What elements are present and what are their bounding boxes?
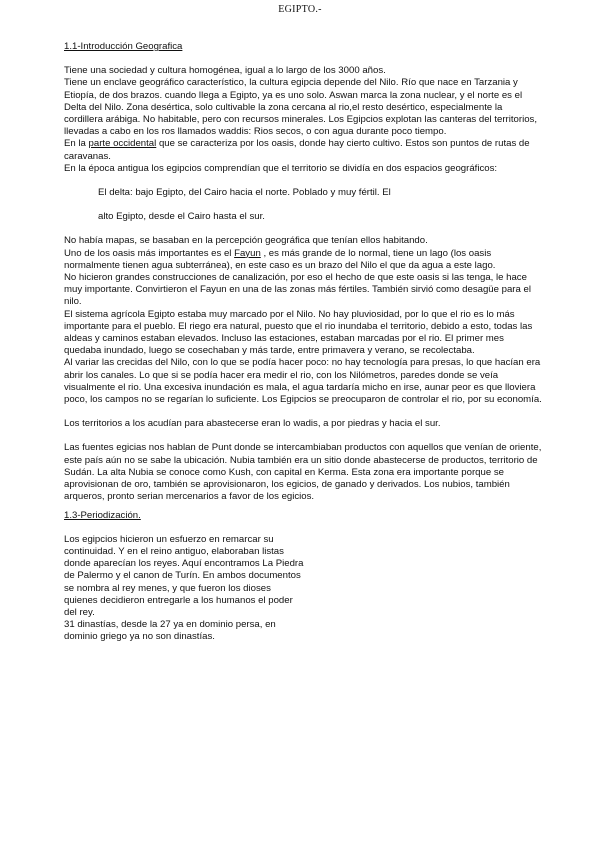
paragraph — [64, 248, 542, 272]
paragraph: No había mapas, se basaban en la percepción geográfica que tenían ellos habitando. — [64, 235, 428, 247]
paragraph — [64, 138, 542, 162]
page-header: EGIPTO.- — [278, 4, 322, 15]
paragraph: Tiene un enclave geográfico característico, la cultura egipcia depende del Nilo. Río que nace en Tarzania y Etiopía, de dos brazos. cuando llega a Egipto, ya es uno solo. Aswan marca la zona nuclear, y el norte es el Delta del Nilo. Zona desértica, solo cultivable la zona cercana al rio,el resto desértico, especialmente la cordillera arábiga. No habitable, pero con recursos minerales. Los Egipcios explotan las canteras del territorios, llevadas a cabo en los ros llamados waddis: Rios secos, o con agua durante poco tiempo. — [64, 77, 538, 138]
paragraph: Los egipcios hicieron un esfuerzo en remarcar su continuidad. Y en el reino antiguo, elaboraban listas donde aparecían los reyes. Aquí encontramos La Piedra de Palermo y el canon de Turín. En ambos documentos se nombra al rey menes, y que fueron los dioses quienes decidieron entregarle a los humanos el poder del rey. — [64, 533, 304, 618]
document-body — [64, 41, 542, 644]
section-title-intro: 1.1-Introducción Geografica — [64, 41, 183, 52]
paragraph: Al variar las crecidas del Nilo, con lo que se podía hacer poco: no hay tecnología para presas, lo que hacían era abrir los canales. Lo que si se podía hacer era medir el rio, con los Nilómetros, paredes donde se veía visualmente el rio. Una excesiva inundación es mala, el agua tardaría micho en irse, aunar peor es que lloviera poco, los campos no se regarían lo suficiente. Los Egipcios se preocuparon de controlar el rio, por su economía. — [64, 357, 542, 406]
text-span: , es más grande de lo normal, tiene un lago (los oasis normalmente tienen agua subterránea), en este caso es un brazo del Nilo el que da agua a este lago. — [64, 247, 496, 271]
underlined-term: parte occidental — [88, 138, 157, 150]
list-item-delta: El delta: bajo Egipto, del Cairo hacia el norte. Poblado y muy fértil. El — [98, 187, 391, 199]
text-span: Uno de los oasis más importantes es el — [64, 247, 235, 259]
text-span: En la — [64, 138, 89, 150]
paragraph: En la época antigua los egipcios comprendían que el territorio se dividía en dos espacios geográficos: — [64, 162, 498, 174]
list-item-alto: alto Egipto, desde el Cairo hasta el sur. — [98, 211, 265, 223]
paragraph: 31 dinastías, desde la 27 ya en dominio persa, en dominio griego ya no son dinastías. — [64, 619, 276, 643]
paragraph: No hicieron grandes construcciones de canalización, por eso el hecho de que este oasis si las tenga, le hace muy importante. Convirtieron el Fayun en una de las zonas más fértiles. También sirvió como desagüe para el nilo. — [64, 272, 531, 308]
text-span: que se caracteriza por los oasis, donde hay cierto cultivo. Estos son puntos de rutas de caravanas. — [64, 138, 530, 162]
paragraph: Tiene una sociedad y cultura homogénea, igual a lo largo de los 3000 años. — [64, 65, 386, 77]
underlined-term: Fayun — [234, 247, 261, 259]
paragraph: El sistema agrícola Egipto estaba muy marcado por el Nilo. No hay pluviosidad, por lo que el rio es lo más importante para el pueblo. El riego era natural, puesto que el rio inundaba el territorio, debido a esto, todas las aldeas y caminos estaban elevados. Incluso las estaciones, estaban marcadas por el rio. El primer mes quedaba inundado, luego se cosechaban y más tarde, entre primavera y verano, se recolectaba. — [64, 308, 533, 357]
paragraph: Los territorios a los acudían para abastecerse eran lo wadis, a por piedras y hacia el sur. — [64, 418, 441, 430]
paragraph: Las fuentes egicias nos hablan de Punt donde se intercambiaban productos con aquellos que venían de oriente, este país aún no se sabe la ubicación. Nubia también era un sitio donde abastecerse de productos, territorio de Sudán. La alta Nubia se conoce como Kush, con capital en Kerma. Esta zona era importante porque se aprovisionan de oro, también se aprovisionaron, los egicios, de ganado y derivados. Los nubios, también arqueros, pronto serian mercenarios a favor de los egicios. — [64, 442, 542, 503]
section-title-periodizacion: 1.3-Periodización. — [64, 509, 141, 521]
